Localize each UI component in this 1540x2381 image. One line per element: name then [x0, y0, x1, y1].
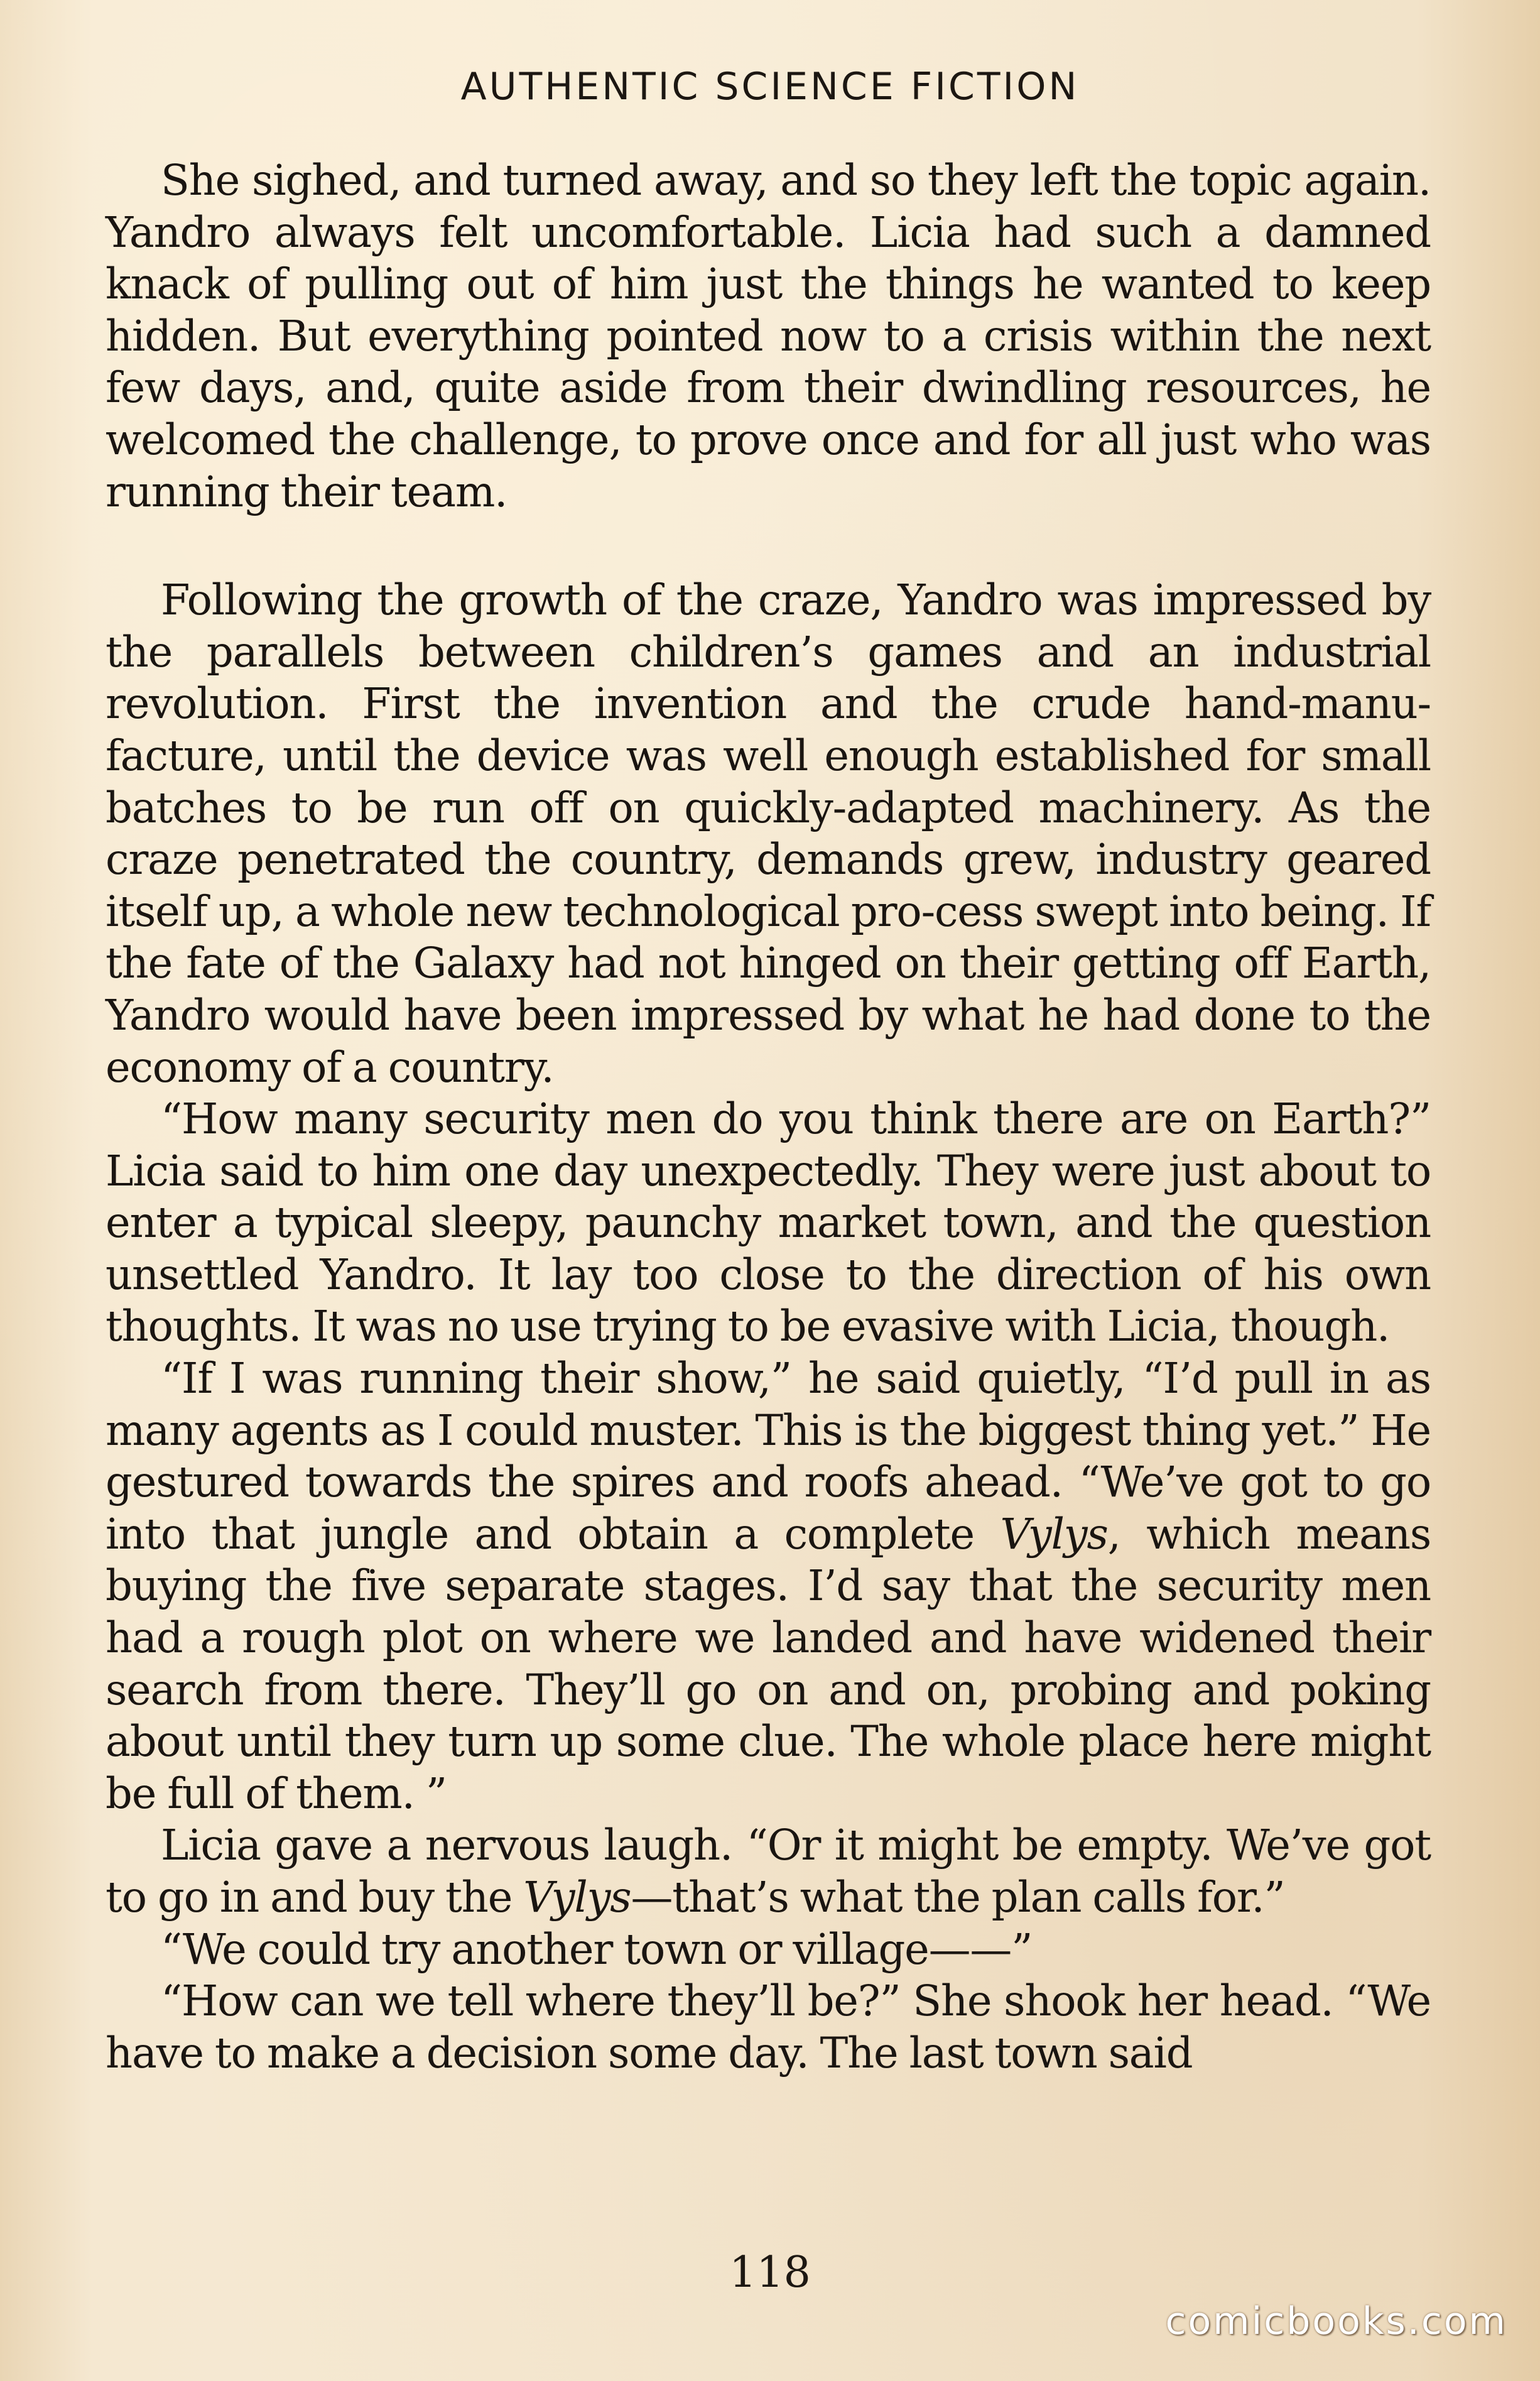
- paragraph: “How can we tell where they’ll be?” She shook her head. “We have to make a decision some day. The last town said: [106, 1976, 1431, 2078]
- paragraph: [106, 1819, 1431, 1923]
- paragraph-text: —that’s what the plan calls for.”: [631, 1873, 1285, 1922]
- paragraph: [106, 1353, 1431, 1819]
- site-watermark: comicbooks.com: [1165, 2299, 1507, 2343]
- paragraph-text: Licia gave a nervous laugh. “Or it might be empty. We’ve got to go in and buy the: [106, 1821, 1431, 1922]
- paragraph: “We could try another town or village——”: [161, 1924, 1033, 1974]
- paragraph: She sighed, and turned away, and so they left the topic again. Yandro always felt uncomfortable. Licia had such a damned knack of pulling out of him just the things he wanted to keep hidden. But everything pointed now to a crisis within the next few days, and, quite aside from their dwindling resources, he welcomed the challenge, to prove once and for all just who was running their team.: [106, 156, 1431, 516]
- paragraph: “How many security men do you think there are on Earth?” Licia said to him one day unexpectedly. They were just about to enter a typical sleepy, paunchy market town, and the question unsettled Yandro. It lay too close to the direction of his own thoughts. It was no use trying to be evasive with Licia, though.: [106, 1094, 1431, 1351]
- italic-title: Vylys: [523, 1873, 631, 1922]
- paragraph-text: “If I was running their show,” he said quietly, “I’d pull in as many agents as I could muster. This is the biggest thing yet.” He gestured towards the spires and roofs ahead. “We’ve got to go into that jungle and obtain a complete: [106, 1354, 1431, 1559]
- body-text: [106, 155, 1431, 2079]
- paragraph: Following the growth of the craze, Yandro was impressed by the parallels between children’s games and an industrial revolution. First the invention and the crude hand-manu-facture, until the device was well enough established for small batches to be run off on quickly-adapted machinery. As the craze penetrated the country, demands grew, industry geared itself up, a whole new technological pro-cess swept into being. If the fate of the Galaxy had not hinged on their getting off Earth, Yandro would have been impressed by what he had done to the economy of a country.: [106, 575, 1431, 1092]
- page-number: 118: [729, 2248, 811, 2297]
- paragraph-text: , which means buying the five separate stages. I’d say that the security men had a rough plot on where we landed and have widened their search from there. They’ll go on and on, probing and poking about until they turn up some clue. The whole place here might be full of them. ”: [106, 1509, 1431, 1818]
- italic-title: Vylys: [1000, 1509, 1108, 1559]
- running-header: AUTHENTIC SCIENCE FICTION: [460, 65, 1080, 109]
